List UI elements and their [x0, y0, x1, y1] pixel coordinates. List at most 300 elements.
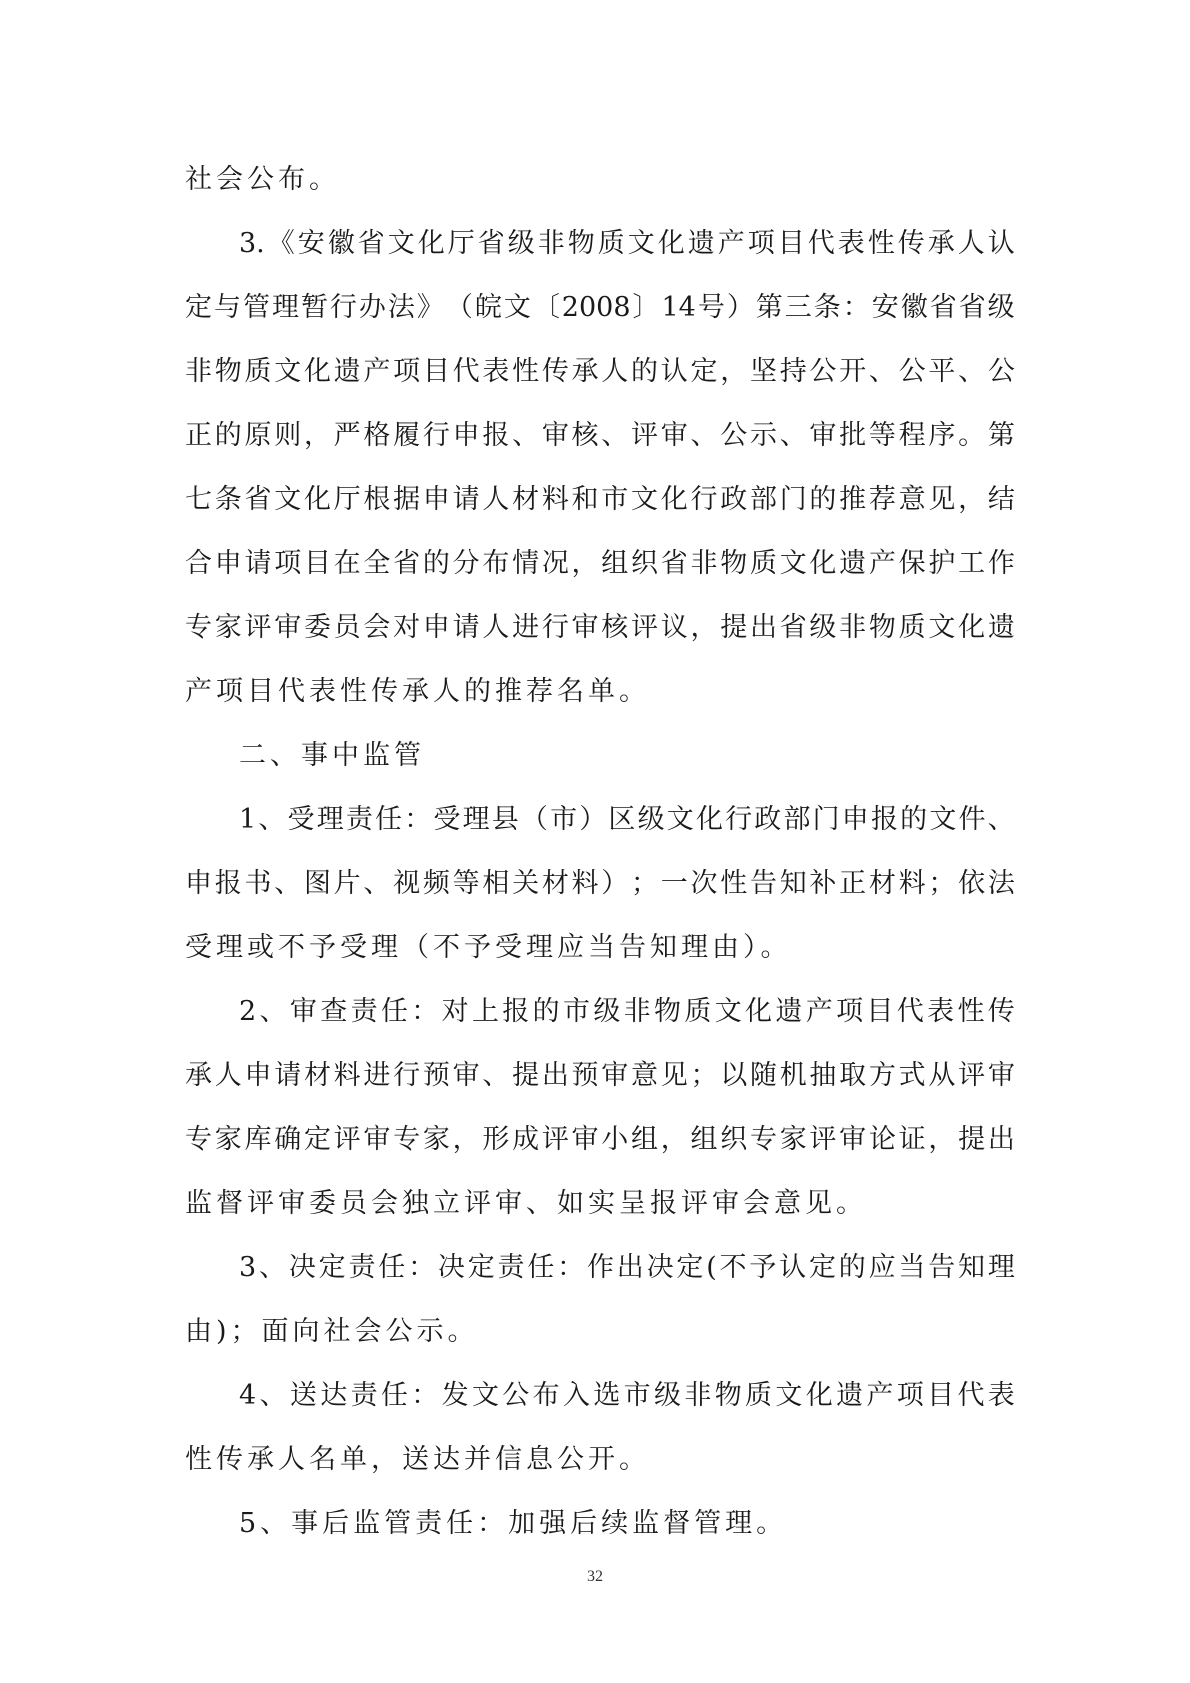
text-glyph: 遗: [687, 228, 715, 259]
text-glyph: 小: [601, 1124, 629, 1155]
text-glyph: 传: [541, 356, 569, 387]
text-glyph: 不: [719, 1252, 747, 1283]
text-glyph: 审: [274, 612, 302, 643]
text-glyph: 以: [720, 1060, 748, 1091]
text-glyph: 物: [654, 996, 681, 1027]
text-glyph: 定: [808, 1252, 836, 1283]
text-glyph: 行: [329, 292, 357, 323]
text-glyph: ，: [690, 612, 718, 643]
text-glyph: 三: [784, 292, 812, 323]
text-glyph: 代: [807, 228, 835, 259]
text-glyph: 议: [660, 612, 688, 643]
text-glyph: 上: [471, 996, 499, 1027]
text-glyph: 文: [779, 548, 807, 579]
text-glyph: 受: [433, 804, 461, 835]
text-glyph: 代: [452, 356, 480, 387]
text-glyph: 况: [541, 548, 569, 579]
text-glyph: 决: [437, 1252, 465, 1283]
text-glyph: 理: [987, 1252, 1015, 1283]
text-glyph: 产: [717, 228, 745, 259]
text-glyph: 工: [958, 548, 986, 579]
text-glyph: 厅: [447, 228, 475, 259]
text-glyph: 化: [660, 484, 688, 515]
text-glyph: 、: [363, 868, 391, 899]
text-glyph: 的: [631, 356, 659, 387]
text-glyph: 料: [541, 484, 569, 515]
text-glyph: 文: [627, 228, 655, 259]
text-glyph: 承: [185, 1060, 212, 1091]
text-glyph: 化: [695, 804, 723, 835]
text-glyph: 人: [957, 228, 985, 259]
text-glyph: 保: [898, 548, 926, 579]
text-line: [185, 148, 1015, 212]
text-glyph: 正: [185, 420, 212, 451]
text-glyph: 行: [690, 484, 718, 515]
text-glyph: 的: [900, 804, 928, 835]
text-glyph: 随: [749, 1060, 777, 1091]
text-glyph: 论: [868, 1124, 896, 1155]
text-glyph: 法: [987, 868, 1015, 899]
text-line: [185, 1300, 1015, 1364]
text-glyph: 则: [274, 420, 302, 451]
text-glyph: 定: [318, 1252, 346, 1283]
text-glyph: 责: [348, 1252, 376, 1283]
text-glyph: 成: [512, 1124, 540, 1155]
text-glyph: 任: [375, 804, 403, 835]
text-glyph: 表: [482, 356, 510, 387]
text-glyph: 、: [259, 1252, 286, 1283]
text-line: [185, 1492, 1015, 1556]
text-glyph: 质: [244, 356, 272, 387]
text-glyph: 性: [867, 228, 895, 259]
text-glyph: ；: [631, 868, 659, 899]
text-glyph: 厅: [333, 484, 361, 515]
text-glyph: 项: [747, 228, 775, 259]
text-glyph: 部: [783, 804, 811, 835]
text-glyph: 市: [562, 996, 590, 1027]
text-glyph: 行: [422, 420, 450, 451]
text-glyph: 知: [958, 1252, 986, 1283]
body-text: [185, 148, 1015, 1556]
text-glyph: 出: [749, 612, 777, 643]
text-glyph: 请: [452, 612, 480, 643]
text-line-content: 5、事后监管责任：加强后续监督管理。: [239, 1508, 788, 1539]
text-glyph: ，: [720, 356, 748, 387]
text-glyph: 级: [507, 228, 535, 259]
text-glyph: 提: [512, 1060, 540, 1091]
text-glyph: 作: [987, 548, 1015, 579]
text-glyph: 省: [393, 548, 421, 579]
text-glyph: 人: [214, 1060, 242, 1091]
text-glyph: 文: [775, 1380, 803, 1411]
text-glyph: 审: [660, 420, 688, 451]
text-glyph: 行: [393, 1060, 421, 1091]
text-glyph: 出: [616, 1252, 644, 1283]
text-glyph: 家: [214, 612, 242, 643]
text-glyph: 知: [779, 868, 807, 899]
text-glyph: 理: [462, 804, 490, 835]
text-glyph: 开: [839, 356, 867, 387]
text-glyph: 定: [467, 1252, 495, 1283]
text-glyph: 和: [571, 484, 599, 515]
text-glyph: 进: [512, 612, 540, 643]
text-glyph: 布: [532, 1380, 560, 1411]
text-line: [185, 788, 1015, 852]
text-glyph: 传: [897, 228, 925, 259]
text-glyph: 根: [363, 484, 391, 515]
text-glyph: 条: [214, 484, 242, 515]
text-glyph: 原: [244, 420, 272, 451]
text-glyph: 严: [333, 420, 361, 451]
text-glyph: 家: [779, 1124, 807, 1155]
text-glyph: 织: [631, 548, 659, 579]
text-glyph: 化: [745, 996, 773, 1027]
text-glyph: 市: [550, 804, 578, 835]
text-glyph: 县: [491, 804, 519, 835]
text-glyph: 非: [839, 612, 867, 643]
text-glyph: 物: [214, 356, 242, 387]
text-glyph: 请: [244, 548, 272, 579]
text-line: [185, 340, 1015, 404]
text-glyph: 推: [839, 484, 867, 515]
text-glyph: 达: [320, 1380, 348, 1411]
text-glyph: 遗: [839, 548, 867, 579]
text-line: [185, 212, 1015, 276]
text-glyph: 申: [452, 420, 480, 451]
text-glyph: 行: [541, 612, 569, 643]
text-glyph: 情: [512, 548, 540, 579]
text-glyph: 表: [927, 996, 955, 1027]
text-glyph: 合: [185, 548, 212, 579]
text-glyph: 专: [185, 1124, 212, 1155]
text-glyph: 告: [749, 868, 777, 899]
text-glyph: 持: [779, 356, 807, 387]
text-glyph: 安: [871, 292, 899, 323]
text-glyph: 提: [958, 1124, 986, 1155]
text-glyph: 对: [393, 612, 421, 643]
text-glyph: ；: [928, 868, 956, 899]
text-glyph: 责: [497, 1252, 525, 1283]
text-line-content: 社会公布。: [185, 164, 340, 195]
text-glyph: 承: [571, 356, 599, 387]
text-glyph: 、: [258, 804, 286, 835]
text-glyph: ，: [660, 1124, 688, 1155]
text-glyph: 申: [214, 548, 242, 579]
text-glyph: 级: [809, 612, 837, 643]
text-glyph: ：: [557, 1252, 585, 1283]
text-glyph: ，: [958, 484, 986, 515]
text-glyph: 告: [928, 1252, 956, 1283]
text-glyph: 责: [350, 996, 378, 1027]
text-glyph: 非: [185, 356, 212, 387]
text-glyph: 决: [646, 1252, 674, 1283]
text-glyph: 非: [623, 996, 651, 1027]
text-glyph: 2008: [561, 292, 631, 323]
text-glyph: 护: [928, 548, 956, 579]
text-glyph: 请: [452, 484, 480, 515]
text-glyph: 非: [690, 548, 718, 579]
text-glyph: 3.: [239, 228, 265, 259]
text-glyph: 出: [987, 1124, 1015, 1155]
text-glyph: 平: [928, 356, 956, 387]
text-glyph: 评: [631, 420, 659, 451]
text-glyph: 省: [958, 292, 986, 323]
text-glyph: 文: [928, 612, 956, 643]
text-glyph: 文: [274, 484, 302, 515]
text-glyph: 七: [185, 484, 212, 515]
text-glyph: 物: [714, 1380, 742, 1411]
text-glyph: 申: [422, 612, 450, 643]
text-glyph: 号: [697, 292, 725, 323]
text-line: [185, 1108, 1015, 1172]
text-glyph: 料: [333, 1060, 361, 1091]
text-line: [185, 596, 1015, 660]
text-glyph: 抽: [809, 1060, 837, 1091]
text-glyph: ）: [726, 292, 754, 323]
text-glyph: 物: [567, 228, 595, 259]
text-glyph: 对: [441, 996, 469, 1027]
text-glyph: 料: [571, 868, 599, 899]
text-glyph: 4: [239, 1380, 257, 1411]
text-line: [185, 1044, 1015, 1108]
text-glyph: 评: [541, 1124, 569, 1155]
text-glyph: 评: [244, 612, 272, 643]
text-glyph: 14: [661, 292, 696, 323]
text-line: [185, 1364, 1015, 1428]
text-glyph: 文: [387, 228, 415, 259]
text-glyph: 遗: [775, 996, 803, 1027]
text-glyph: 预: [571, 1060, 599, 1091]
text-glyph: 式: [898, 1060, 926, 1091]
text-glyph: 责: [345, 804, 373, 835]
text-glyph: 评: [809, 1124, 837, 1155]
text-glyph: ，: [452, 1124, 480, 1155]
text-glyph: 审: [363, 1124, 391, 1155]
text-glyph: 组: [631, 1124, 659, 1155]
text-glyph: 产: [866, 1380, 894, 1411]
text-glyph: 予: [749, 1252, 777, 1283]
text-glyph: 承: [927, 228, 955, 259]
text-glyph: 定: [185, 292, 212, 323]
text-glyph: 、: [690, 420, 718, 451]
text-glyph: 皖: [474, 292, 502, 323]
text-glyph: 等: [452, 868, 480, 899]
text-glyph: 报: [502, 996, 530, 1027]
text-glyph: 定: [676, 1252, 704, 1283]
text-glyph: 性: [957, 996, 985, 1027]
text-glyph: 定: [303, 1124, 331, 1155]
text-glyph: 全: [363, 548, 391, 579]
text-glyph: 认: [779, 1252, 807, 1283]
text-glyph: 代: [957, 1380, 985, 1411]
text-glyph: 意: [898, 484, 926, 515]
text-glyph: 质: [749, 548, 777, 579]
text-glyph: 第: [987, 420, 1015, 451]
text-glyph: 评: [631, 612, 659, 643]
text-glyph: 从: [928, 1060, 956, 1091]
text-glyph: 一: [660, 868, 688, 899]
text-glyph: 核: [601, 612, 629, 643]
text-glyph: 履: [393, 420, 421, 451]
text-glyph: 文: [929, 804, 957, 835]
text-glyph: 批: [839, 420, 867, 451]
text-glyph: 任: [527, 1252, 555, 1283]
text-glyph: 见: [928, 484, 956, 515]
text-glyph: 专: [393, 1124, 421, 1155]
text-glyph: 审: [601, 1060, 629, 1091]
text-glyph: 次: [690, 868, 718, 899]
text-glyph: ：: [404, 804, 432, 835]
text-glyph: 、: [958, 356, 986, 387]
text-glyph: 公: [898, 356, 926, 387]
text-line-content: 受理或不予受理（不予受理应当告知理由）。: [185, 932, 792, 963]
text-glyph: 》: [416, 292, 444, 323]
text-glyph: 2: [239, 996, 257, 1027]
text-glyph: 表: [987, 1380, 1015, 1411]
text-glyph: 补: [809, 868, 837, 899]
text-glyph: 任: [380, 996, 408, 1027]
text-glyph: 表: [837, 228, 865, 259]
text-glyph: 审: [839, 1124, 867, 1155]
text-glyph: 料: [898, 868, 926, 899]
text-glyph: 条: [813, 292, 841, 323]
text-glyph: 化: [417, 228, 445, 259]
text-glyph: 方: [868, 1060, 896, 1091]
text-line: [185, 724, 1015, 788]
text-glyph: 门: [812, 804, 840, 835]
text-glyph: 传: [987, 996, 1015, 1027]
text-glyph: 的: [422, 548, 450, 579]
text-line: [185, 852, 1015, 916]
text-glyph: 遗: [333, 356, 361, 387]
text-line: [185, 916, 1015, 980]
text-glyph: 相: [482, 868, 510, 899]
text-glyph: ，: [571, 548, 599, 579]
text-glyph: 3: [239, 1252, 257, 1283]
text-glyph: 文: [714, 996, 742, 1027]
text-glyph: 级: [654, 1380, 681, 1411]
text-glyph: 质: [684, 996, 712, 1027]
text-glyph: 应: [868, 1252, 896, 1283]
text-glyph: 材: [868, 868, 896, 899]
text-glyph: 1: [239, 804, 257, 835]
text-line-content: 性传承人名单，送达并信息公开。: [185, 1444, 650, 1475]
text-glyph: 物: [868, 612, 896, 643]
text-glyph: 政: [720, 484, 748, 515]
text-glyph: 进: [363, 1060, 391, 1091]
text-glyph: 当: [898, 1252, 926, 1283]
text-glyph: 的: [809, 484, 837, 515]
text-glyph: ：: [842, 292, 870, 323]
text-glyph: 结: [987, 484, 1015, 515]
text-glyph: 等: [868, 420, 896, 451]
page-number: 32: [587, 1568, 603, 1585]
text-glyph: 材: [541, 868, 569, 899]
text-glyph: 坚: [749, 356, 777, 387]
text-glyph: 性: [720, 868, 748, 899]
text-glyph: 家: [422, 1124, 450, 1155]
text-glyph: 省: [244, 484, 272, 515]
text-line: [185, 276, 1015, 340]
text-glyph: 遗: [836, 1380, 864, 1411]
text-glyph: 意: [631, 1060, 659, 1091]
text-glyph: 级: [593, 996, 621, 1027]
text-glyph: 物: [720, 548, 748, 579]
text-glyph: 格: [363, 420, 391, 451]
text-glyph: 查: [320, 996, 348, 1027]
text-line: [185, 404, 1015, 468]
text-glyph: 级: [637, 804, 665, 835]
text-glyph: 质: [597, 228, 625, 259]
text-glyph: 化: [958, 612, 986, 643]
text-glyph: （: [520, 804, 548, 835]
text-glyph: 门: [779, 484, 807, 515]
text-line: [185, 468, 1015, 532]
text-glyph: 目: [927, 1380, 955, 1411]
text-glyph: 审: [571, 612, 599, 643]
text-glyph: 会: [363, 612, 391, 643]
text-glyph: 性: [512, 356, 540, 387]
text-glyph: 审: [987, 1060, 1015, 1091]
text-glyph: 提: [720, 612, 748, 643]
text-glyph: 荐: [868, 484, 896, 515]
text-glyph: 的: [214, 420, 242, 451]
text-glyph: 、: [779, 420, 807, 451]
text-glyph: 程: [898, 420, 926, 451]
text-glyph: ：: [411, 996, 439, 1027]
text-glyph: 申: [422, 484, 450, 515]
text-glyph: 文: [274, 356, 302, 387]
text-glyph: 级: [987, 292, 1015, 323]
text-glyph: 。: [958, 420, 986, 451]
text-glyph: 省: [660, 548, 688, 579]
text-glyph: 件: [958, 804, 986, 835]
text-glyph: 的: [532, 996, 560, 1027]
text-glyph: 组: [690, 1124, 718, 1155]
text-glyph: 库: [244, 1124, 272, 1155]
text-glyph: 非: [537, 228, 565, 259]
text-glyph: 专: [749, 1124, 777, 1155]
text-glyph: 依: [958, 868, 986, 899]
text-glyph: 目: [422, 356, 450, 387]
text-glyph: 文: [503, 292, 531, 323]
text-glyph: 取: [839, 1060, 867, 1091]
text-glyph: 预: [422, 1060, 450, 1091]
text-glyph: 项: [393, 356, 421, 387]
text-glyph: 专: [185, 612, 212, 643]
text-glyph: ）: [579, 804, 607, 835]
text-glyph: 出: [541, 1060, 569, 1091]
text-glyph: 员: [333, 612, 361, 643]
text-glyph: 织: [720, 1124, 748, 1155]
text-glyph: 决: [288, 1252, 316, 1283]
text-glyph: 图: [303, 868, 331, 899]
text-glyph: 法: [387, 292, 415, 323]
text-glyph: 产: [805, 996, 833, 1027]
text-glyph: 与: [213, 292, 241, 323]
text-glyph: 文: [471, 1380, 499, 1411]
text-glyph: 化: [657, 228, 685, 259]
text-glyph: 暂: [300, 292, 328, 323]
text-glyph: ：: [408, 1252, 436, 1283]
text-glyph: 理: [271, 292, 299, 323]
text-glyph: 作: [586, 1252, 614, 1283]
text-glyph: 化: [303, 484, 331, 515]
text-glyph: 见: [660, 1060, 688, 1091]
text-glyph: 政: [754, 804, 782, 835]
text-glyph: 、: [482, 1060, 510, 1091]
text-glyph: 评: [958, 1060, 986, 1091]
